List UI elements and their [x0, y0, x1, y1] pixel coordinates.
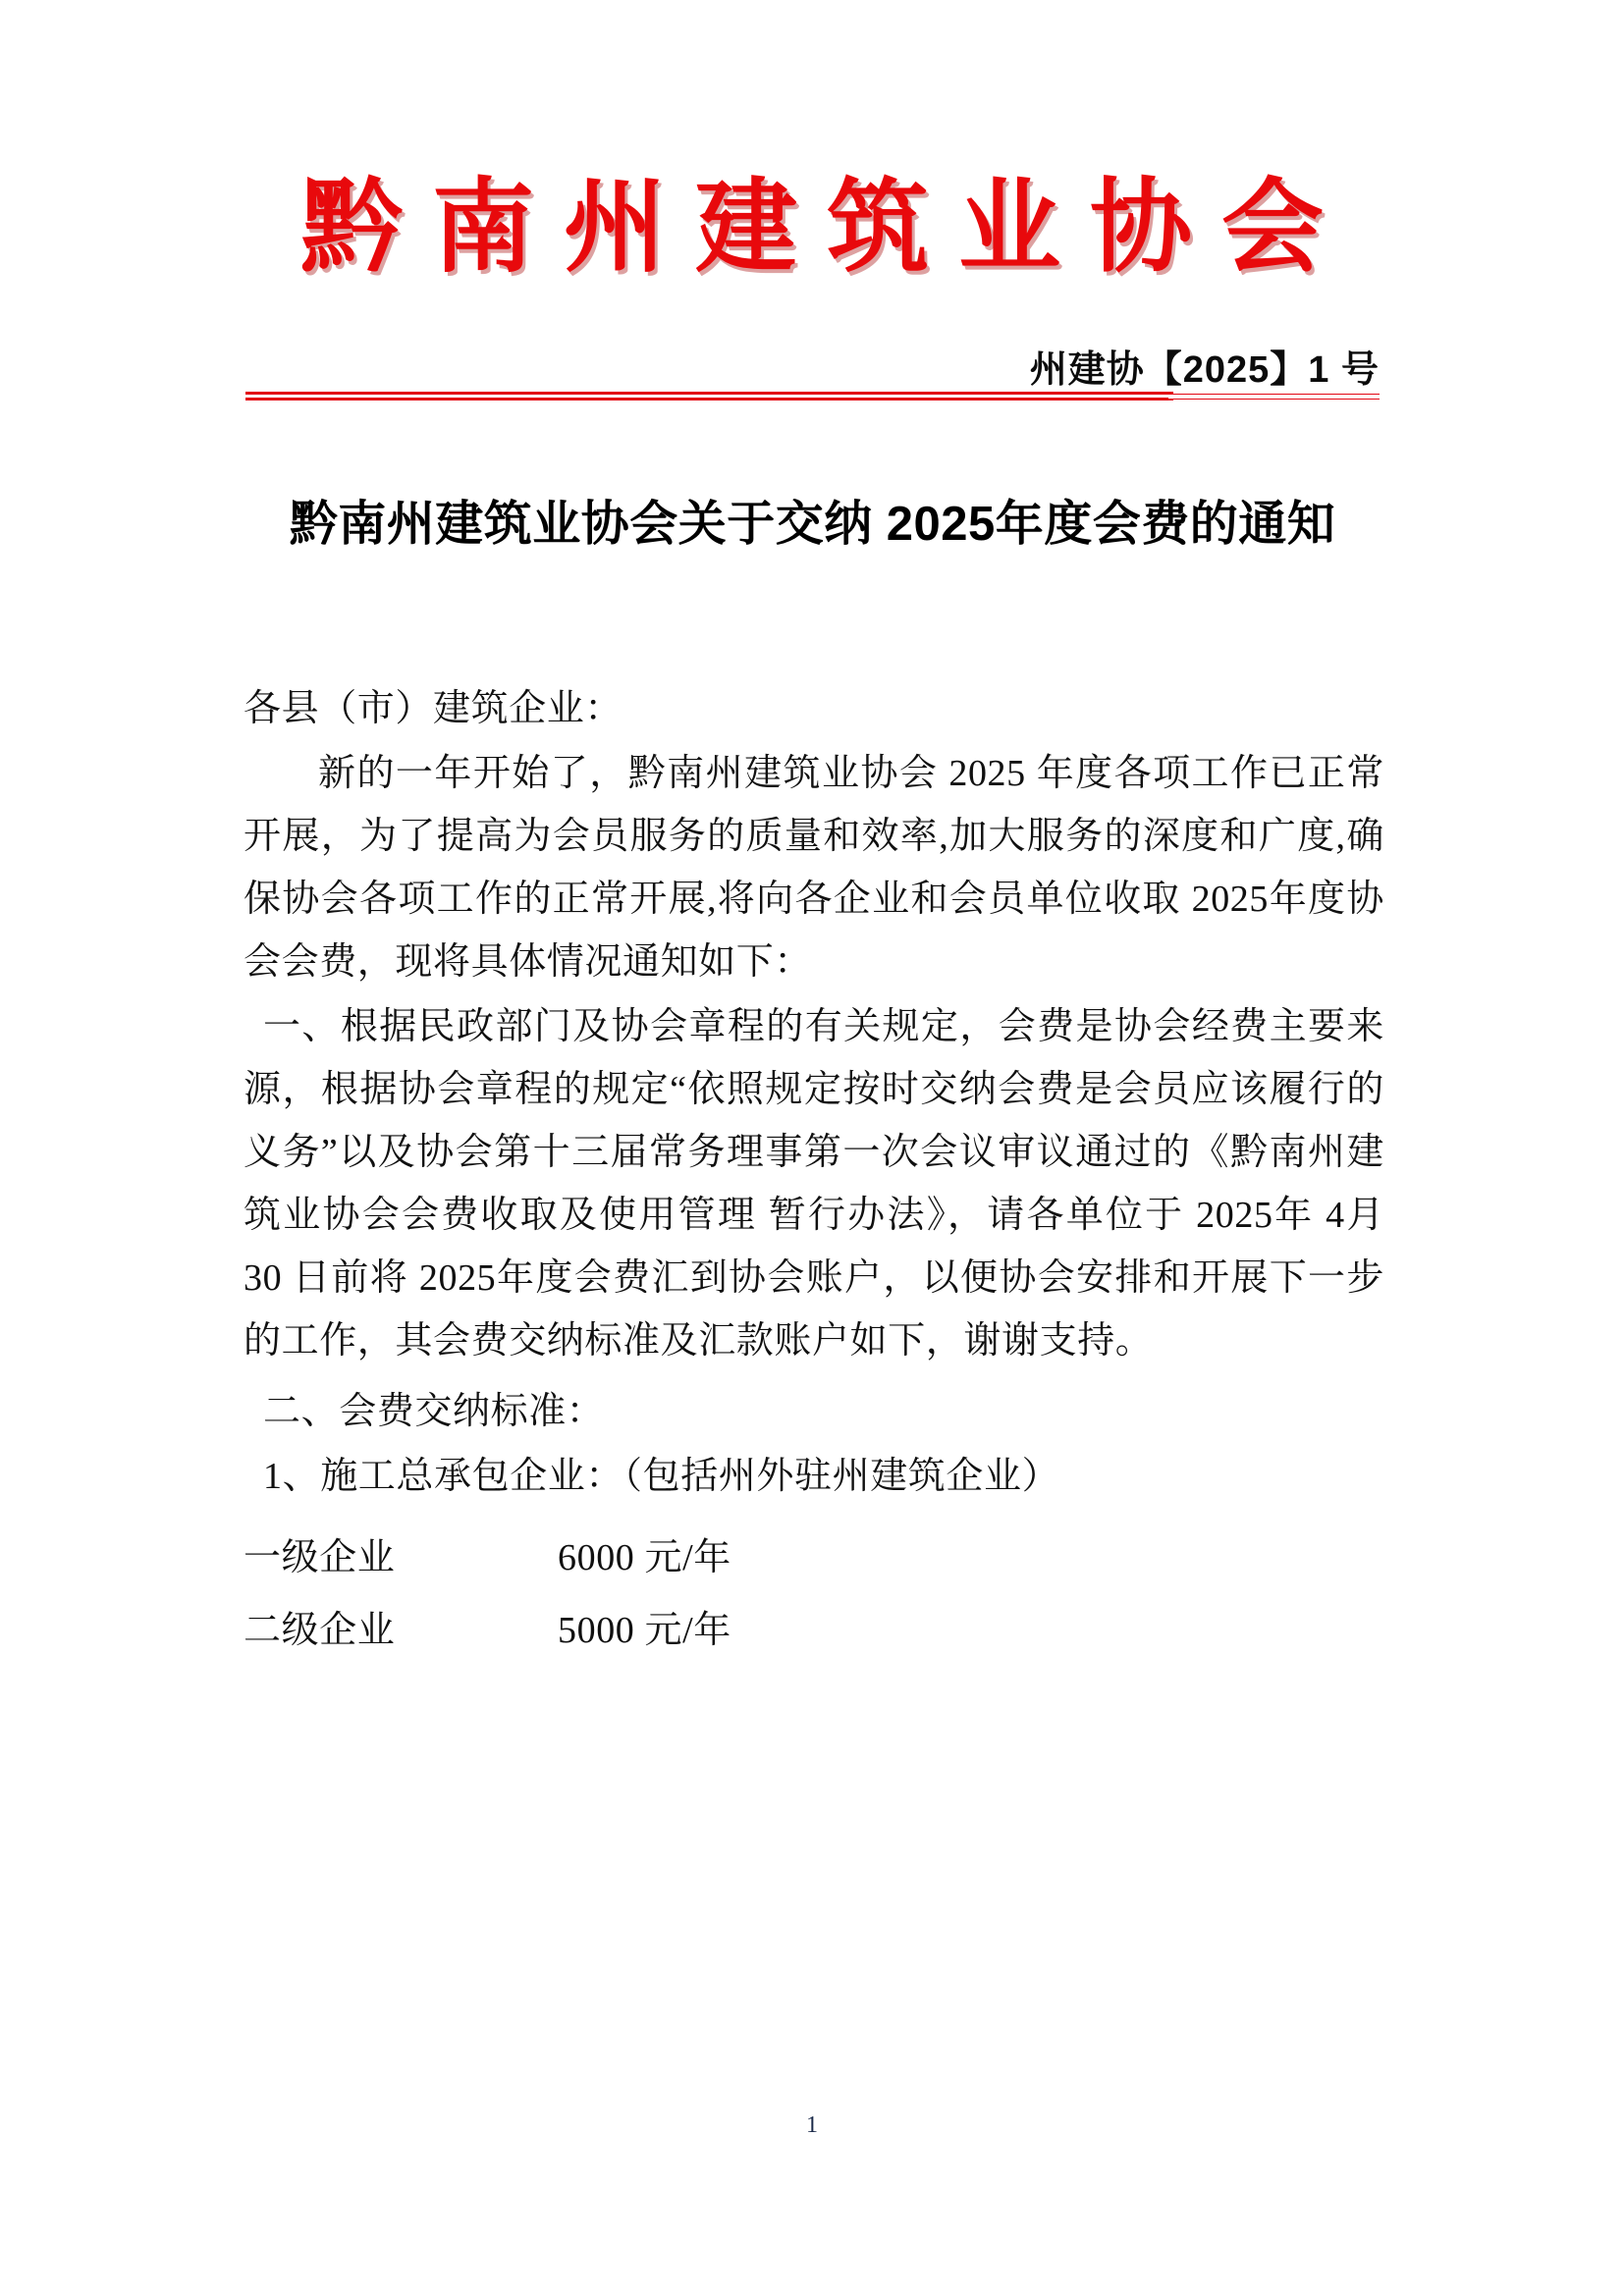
- document-number-row: [245, 346, 1380, 400]
- fee-standard-list: [244, 1522, 1384, 1667]
- red-separator-rule-thin: [1168, 394, 1380, 400]
- paragraph-intro: 新的一年开始了，黔南州建筑业协会 2025 年度各项工作已正常开展，为了提高为会员服务的质量和效率,加大服务的深度和广度,确保协会各项工作的正常开展,将向各企业和会员单位收取 2025年度协会会费，现将具体情况通知如下：: [244, 753, 1384, 983]
- document-body: [244, 677, 1395, 1667]
- red-separator-rule: [245, 392, 1173, 400]
- heading-item-two-sub-one: 1、施工总承包企业：（包括州外驻州建筑企业）: [263, 1456, 1060, 1497]
- fee-row: [244, 1594, 1384, 1667]
- letterhead: [0, 171, 1624, 285]
- document-title: 黔南州建筑业协会关于交纳 2025年度会费的通知: [289, 498, 1336, 551]
- fee-row: [244, 1522, 1384, 1594]
- heading-item-two: 二、会费交纳标准：: [263, 1391, 605, 1432]
- fee-level-label: 二级企业: [244, 1610, 396, 1651]
- fee-amount-value: 5000 元/年: [558, 1610, 731, 1651]
- salutation: 各县（市）建筑企业：: [244, 688, 623, 729]
- page-number: 1: [806, 2112, 818, 2138]
- letterhead-organization-name: 黔南州建筑业协会: [299, 171, 1353, 285]
- fee-level-label: 一级企业: [244, 1537, 396, 1578]
- paragraph-item-one: 一、根据民政部门及协会章程的有关规定，会费是协会经费主要来源，根据协会章程的规定“依照规定按时交纳会费是会员应该履行的义务”以及协会第十三届常务理事第一次会议审议通过的《黔南州建筑业协会会费收取及使用管理 暂行办法》，请各单位于 2025年 4月 30 日前将 2025年度会费汇到协会账户，以便协会安排和开展下一步的工作，其会费交纳标准及汇款账户如下，谢谢支持。: [244, 1006, 1395, 1362]
- document-number: 州建协【2025】1 号: [1029, 349, 1380, 391]
- fee-amount-value: 6000 元/年: [558, 1537, 731, 1578]
